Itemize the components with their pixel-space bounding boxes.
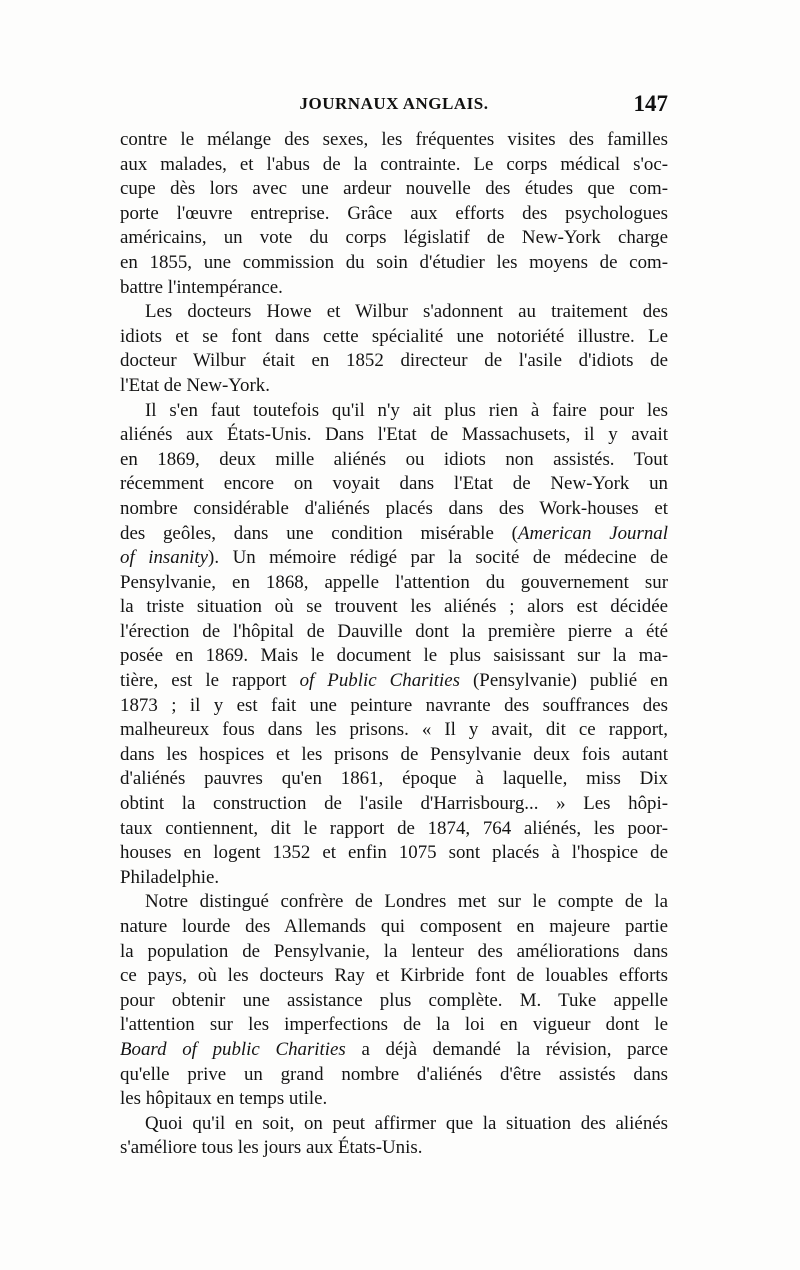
text-segment: d'aliénés pauvres qu'en 1861, époque à laquelle, miss Dix (120, 768, 668, 790)
text-line (120, 792, 668, 817)
text-line (120, 276, 668, 301)
paragraph (120, 128, 668, 300)
text-segment: ce pays, où les docteurs Ray et Kirbride font de louables efforts (120, 965, 668, 987)
text-segment: nature lourde des Allemands qui composent en majeure partie (120, 916, 668, 937)
text-segment: l'érection de l'hôpital de Dauville dont la première pierre a été (120, 620, 668, 642)
text-segment: docteur Wilbur était en 1852 directeur de l'asile d'idiots de (120, 350, 668, 372)
text-line (120, 1038, 668, 1063)
text-line (120, 374, 668, 399)
text-line (120, 694, 668, 719)
text-segment: posée en 1869. Mais le document le plus saisissant sur la ma- (120, 645, 668, 667)
paragraph (120, 300, 668, 398)
paragraph (120, 399, 668, 891)
text-segment: contre le mélange des sexes, les fréquentes visites des familles (120, 129, 668, 150)
text-segment: en 1855, une commission du soin d'étudier les moyens de com- (120, 251, 668, 273)
text-line (120, 202, 668, 227)
text-line (120, 866, 668, 891)
text-segment: ). Un mémoire rédigé par la socité de médecine de (208, 547, 668, 569)
text-line (120, 522, 668, 547)
italic-title-text: American Journal (517, 522, 668, 544)
text-segment: les hôpitaux en temps utile. (120, 1088, 328, 1110)
text-line (120, 497, 668, 522)
text-segment: idiots et se font dans cette spécialité une notoriété illustre. Le (120, 325, 668, 347)
paragraph (120, 890, 668, 1111)
text-segment: 1873 ; il y est fait une peinture navrante des souffrances des (120, 694, 668, 716)
text-line (120, 226, 668, 251)
text-line (120, 1063, 668, 1088)
text-segment: récemment encore on voyait dans l'Etat de New-York un (120, 473, 668, 495)
text-segment: battre l'intempérance. (120, 276, 283, 298)
text-line (120, 325, 668, 350)
text-segment: Notre distingué confrère de Londres met sur le compte de la (145, 891, 668, 913)
text-line (120, 153, 668, 178)
text-line (120, 767, 668, 792)
text-line (120, 669, 668, 694)
text-segment: l'Etat de New-York. (120, 374, 270, 396)
italic-title-text: of Public Charities (299, 670, 460, 692)
text-line (120, 300, 668, 325)
text-line (120, 448, 668, 473)
text-line (120, 349, 668, 374)
text-segment: taux contiennent, dit le rapport de 1874, 764 aliénés, les poor- (120, 817, 668, 839)
text-line (120, 890, 668, 915)
italic-title-text: Board of public Charities (120, 1038, 346, 1060)
text-line (120, 644, 668, 669)
text-line (120, 620, 668, 645)
text-line (120, 940, 668, 965)
running-title: JOURNAUX ANGLAIS. (299, 94, 489, 113)
text-line (120, 128, 668, 153)
text-segment: dans les hospices et les prisons de Pensylvanie deux fois autant (120, 743, 668, 765)
running-head (120, 91, 668, 120)
text-segment: aux malades, et l'abus de la contrainte. Le corps médical s'oc- (120, 153, 668, 175)
text-line (120, 472, 668, 497)
text-segment: qu'elle prive un grand nombre d'aliénés d'être assistés dans (120, 1063, 668, 1085)
text-line (120, 1013, 668, 1038)
text-line (120, 251, 668, 276)
text-line (120, 841, 668, 866)
text-line (120, 1136, 668, 1161)
text-line (120, 1112, 668, 1137)
text-line (120, 423, 668, 448)
text-line (120, 743, 668, 768)
text-segment: cupe dès lors avec une ardeur nouvelle des études que com- (120, 178, 668, 200)
text-line (120, 989, 668, 1014)
text-line (120, 546, 668, 571)
italic-title-text: of insanity (120, 547, 209, 569)
text-segment: (Pensylvanie) publié en (459, 670, 668, 692)
text-segment: Pensylvanie, en 1868, appelle l'attention du gouvernement sur (120, 571, 668, 593)
text-line (120, 718, 668, 743)
text-segment: Il s'en faut toutefois qu'il n'y ait plus rien à faire pour les (145, 399, 668, 421)
text-line (120, 1087, 668, 1112)
text-segment: aliénés aux États-Unis. Dans l'Etat de Massachusets, il y avait (120, 424, 668, 446)
text-line (120, 399, 668, 424)
text-segment: Quoi qu'il en soit, on peut affirmer que la situation des aliénés (145, 1112, 668, 1134)
text-segment: obtint la construction de l'asile d'Harrisbourg... » Les hôpi- (120, 793, 668, 815)
text-line (120, 915, 668, 940)
text-segment: porte l'œuvre entreprise. Grâce aux efforts des psychologues (120, 202, 668, 224)
text-segment: des geôles, dans une condition misérable ( (120, 522, 518, 544)
text-line (120, 571, 668, 596)
text-segment: a déjà demandé la révision, parce (345, 1038, 668, 1060)
text-segment: en 1869, deux mille aliénés ou idiots non assistés. Tout (120, 448, 668, 470)
text-segment: la triste situation où se trouvent les aliénés ; alors est décidée (120, 596, 668, 618)
text-segment: américains, un vote du corps législatif de New-York charge (120, 227, 668, 249)
page-number: 147 (633, 91, 668, 116)
text-segment: Philadelphie. (120, 866, 220, 888)
text-line (120, 595, 668, 620)
text-line (120, 177, 668, 202)
text-segment: l'attention sur les imperfections de la loi en vigueur dont le (120, 1014, 668, 1036)
text-segment: nombre considérable d'aliénés placés dans des Work-houses et (120, 497, 668, 519)
text-segment: pour obtenir une assistance plus complète. M. Tuke appelle (120, 989, 668, 1011)
paragraph (120, 1112, 668, 1161)
text-segment: tière, est le rapport (120, 670, 300, 692)
text-segment: la population de Pensylvanie, la lenteur des améliorations dans (120, 940, 668, 962)
text-segment: houses en logent 1352 et enfin 1075 sont placés à l'hospice de (120, 842, 668, 864)
text-line (120, 817, 668, 842)
text-line (120, 964, 668, 989)
text-segment: malheureux fous dans les prisons. « Il y avait, dit ce rapport, (120, 719, 668, 741)
text-segment: Les docteurs Howe et Wilbur s'adonnent au traitement des (145, 301, 668, 323)
text-segment: s'améliore tous les jours aux États-Unis. (120, 1137, 423, 1159)
body-text (120, 128, 668, 1161)
